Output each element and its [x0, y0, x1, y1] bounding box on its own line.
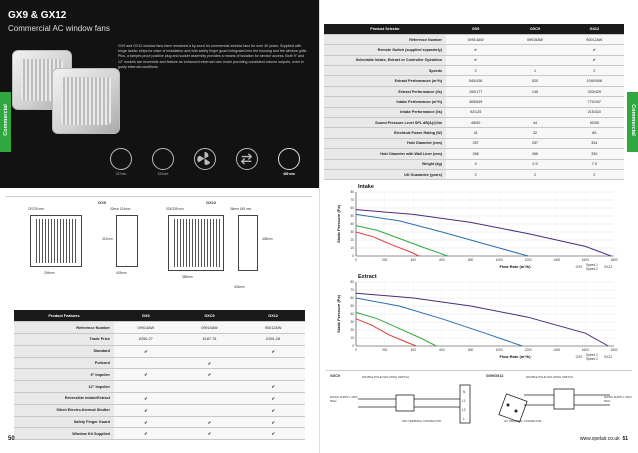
table-cell: [178, 404, 242, 416]
table-cell: 85: [565, 128, 624, 138]
table-row: [324, 149, 624, 159]
table-cell: 09915AW: [178, 322, 242, 334]
table-cell: [178, 393, 242, 405]
table-cell: 90012AW: [565, 34, 624, 44]
table-cell: 93/125: [446, 107, 505, 117]
page-number: 50: [8, 436, 15, 442]
diameter-324-icon: [152, 148, 174, 170]
website-link-text[interactable]: www.xpelair.co.uk: [579, 436, 620, 442]
x-tick-label: 600: [439, 258, 445, 262]
table-cell: 145: [505, 86, 564, 96]
x-tick-label: 0: [355, 258, 357, 262]
table-cell: 2: [565, 169, 624, 179]
table-cell: 334: [565, 138, 624, 148]
table-cell: [114, 357, 178, 369]
table-cell: [505, 45, 564, 55]
table-cell: [505, 107, 564, 117]
dimension-label: 32mm 124mm: [110, 207, 131, 211]
x-tick-label: 800: [468, 348, 474, 352]
row-label: Trade Price: [14, 334, 114, 346]
icon-label: 324mm: [157, 172, 169, 176]
table-row: [324, 86, 624, 96]
x-tick-label: 1400: [553, 348, 561, 352]
table-header-row: [14, 310, 305, 322]
wiring-terminal-label: GX TERMINAL CONNECTOR: [504, 419, 542, 423]
table-row: [14, 393, 305, 405]
table-cell: 2: [505, 169, 564, 179]
table-cell: [114, 381, 178, 393]
section-tab: [0, 92, 11, 152]
legend-label: GX9: [575, 265, 582, 269]
table-row: [324, 118, 624, 128]
table-cell: ✔: [114, 393, 178, 405]
fan-blade-icon: [194, 148, 216, 170]
table-cell: 48/50: [446, 118, 505, 128]
dimension-label: 257/28 mm: [28, 207, 44, 211]
table-cell: £391.28: [241, 334, 305, 346]
row-label: Remote Switch (supplied separately): [324, 45, 446, 55]
table-header-row: [324, 24, 624, 34]
hero-panel: [0, 0, 319, 188]
row-label: Safety Finger Guard: [14, 416, 114, 428]
x-axis-label: Flow Rate (m³/h): [499, 264, 531, 269]
x-tick-label: 1800: [610, 258, 618, 262]
table-row: [324, 128, 624, 138]
chart-title: Extract: [358, 274, 377, 280]
table-row: [14, 357, 305, 369]
table-row: [14, 322, 305, 334]
row-label: Hole Diameter with Wall Liner (mm): [324, 149, 446, 159]
table-row: [324, 107, 624, 117]
row-label: 9" Impeller: [14, 369, 114, 381]
reversible-icon: [236, 148, 258, 170]
table-cell: 2: [565, 66, 624, 76]
icon-label: 257mm: [115, 172, 127, 176]
wiring-title: GX9/GX12: [486, 374, 504, 378]
table-cell: [241, 357, 305, 369]
table-cell: 540/436: [446, 76, 505, 86]
table-cell: ✔: [114, 404, 178, 416]
x-tick-label: 400: [410, 258, 416, 262]
table-cell: ✔: [565, 55, 624, 65]
selector-header-space: [320, 0, 638, 22]
table-cell: 215/310: [565, 107, 624, 117]
gx12-side-view: [238, 215, 258, 271]
svg-text:L1: L1: [462, 399, 466, 403]
y-tick-label: 10: [350, 336, 354, 341]
y-tick-label: 0: [352, 344, 354, 349]
dimension-label: 403mm: [116, 271, 127, 275]
table-cell: ✔: [446, 55, 505, 65]
wiring-subtitle: DOUBLE POLE ISOLATING SWITCH: [362, 375, 410, 379]
column-header: GXC9: [505, 24, 564, 34]
column-header: GX12: [565, 24, 624, 34]
table-cell: ✔: [241, 428, 305, 440]
table-cell: 09914AW: [114, 322, 178, 334]
table-row: [14, 428, 305, 440]
diameter-257-icon: [110, 148, 132, 170]
table-cell: 32: [505, 128, 564, 138]
row-label: Reference Number: [14, 322, 114, 334]
table-row: [324, 138, 624, 148]
table-cell: ✔: [178, 369, 242, 381]
row-label: Electrical Power Rating (W): [324, 128, 446, 138]
row-label: Extract Performance (l/s): [324, 86, 446, 96]
x-tick-label: 1400: [553, 258, 561, 262]
intake-chart: [334, 188, 632, 272]
y-tick-label: 70: [350, 288, 354, 293]
column-header: GXC9: [178, 310, 242, 322]
y-tick-label: 60: [350, 206, 354, 211]
product-features-table: [14, 310, 305, 440]
x-tick-label: 1000: [495, 258, 503, 262]
table-cell: ✔: [565, 45, 624, 55]
legend-label: GX12: [604, 265, 613, 269]
table-cell: 257: [446, 138, 505, 148]
row-label: Reversible Intake/Extract: [14, 393, 114, 405]
table-cell: 150/177: [446, 86, 505, 96]
section-tab: [627, 92, 638, 152]
table-cell: ✔: [241, 404, 305, 416]
table-row: [14, 416, 305, 428]
table-row: [14, 381, 305, 393]
table-cell: 520: [505, 76, 564, 86]
table-row: [14, 334, 305, 346]
x-tick-label: 200: [382, 258, 388, 262]
y-tick-label: 10: [350, 246, 354, 251]
table-cell: 1090/546: [565, 76, 624, 86]
dimension-label: 408mm: [262, 237, 273, 241]
extract-chart: [334, 278, 632, 362]
table-cell: [505, 55, 564, 65]
dimension-label: 324/335 mm: [166, 207, 184, 211]
table-cell: 4: [446, 159, 505, 169]
table-row: [324, 169, 624, 179]
row-label: Weight (kg): [324, 159, 446, 169]
x-tick-label: 1200: [524, 348, 532, 352]
svg-text:L: L: [463, 417, 465, 421]
table-cell: ✔: [114, 428, 178, 440]
x-tick-label: 400: [410, 348, 416, 352]
table-row: [14, 345, 305, 357]
x-axis-label: Flow Rate (m³/h): [499, 354, 531, 359]
row-label: Speeds: [324, 66, 446, 76]
y-tick-label: 20: [350, 238, 354, 243]
icon-label: 400 mm: [283, 172, 295, 176]
row-label: UK Guarantee (years): [324, 169, 446, 179]
table-row: [324, 34, 624, 44]
row-label: Standard: [14, 345, 114, 357]
table-cell: 41: [446, 128, 505, 138]
table-cell: £187.76: [178, 334, 242, 346]
y-tick-label: 60: [350, 296, 354, 301]
legend-label: Speed 1: [586, 353, 598, 357]
row-label: Silent Electro-thermal Shutter: [14, 404, 114, 416]
diagram-title: GX12: [206, 200, 217, 205]
wiring-terminal-label: FAN TERMINAL CONNECTOR: [402, 419, 441, 423]
y-tick-label: 70: [350, 198, 354, 203]
y-tick-label: 40: [350, 222, 354, 227]
table-cell: ✔: [241, 381, 305, 393]
table-cell: 266: [505, 149, 564, 159]
dimension-label: 312mm: [102, 237, 113, 241]
legend-label: GX9: [575, 355, 582, 359]
table-cell: 90012AW: [241, 322, 305, 334]
y-tick-label: 40: [350, 312, 354, 317]
x-tick-label: 1000: [495, 348, 503, 352]
table-row: [324, 159, 624, 169]
table-cell: 09915AW: [505, 34, 564, 44]
wiring-supply-label: MAINS SUPPLY 230V 50Hz: [330, 395, 358, 403]
table-cell: [178, 381, 242, 393]
table-cell: 770/197: [565, 97, 624, 107]
legend-label: Speed 2: [586, 267, 598, 271]
row-label: Hole Diameter (mm): [324, 138, 446, 148]
series-line: [356, 312, 436, 346]
table-cell: 09914AW: [446, 34, 505, 44]
row-label: Sound Pressure Level SPL dB(A)@3m: [324, 118, 446, 128]
table-row: [324, 55, 624, 65]
website-link[interactable]: [580, 436, 628, 442]
dimension-label: 36mm 168 mm: [230, 207, 252, 211]
gx12-front-view: [168, 215, 224, 271]
page-subtitle: Commercial AC window fans: [8, 24, 110, 33]
table-cell: ✔: [241, 345, 305, 357]
y-tick-label: 0: [352, 254, 354, 259]
table-cell: 266: [446, 149, 505, 159]
row-label: Intake Performance (m³/h): [324, 97, 446, 107]
table-cell: ✔: [446, 45, 505, 55]
gx9-front-view: [30, 215, 82, 267]
table-cell: ✔: [178, 428, 242, 440]
section-tab-label: Commercial: [630, 104, 636, 136]
table-cell: 7.9: [565, 159, 624, 169]
table-cell: ✔: [114, 345, 178, 357]
column-header: GX12: [241, 310, 305, 322]
feature-icon-row: [96, 148, 312, 178]
table-cell: ✔: [178, 357, 242, 369]
table-row: [324, 76, 624, 86]
table-row: [324, 45, 624, 55]
row-label: 12" Impeller: [14, 381, 114, 393]
table-cell: 257: [505, 138, 564, 148]
dimension-label: 385mm: [182, 275, 193, 279]
row-label: Reference Number: [324, 34, 446, 44]
chart-title: Intake: [358, 184, 374, 190]
wiring-supply-label: MAINS SUPPLY 230V 50Hz: [604, 395, 632, 403]
y-tick-label: 50: [350, 304, 354, 309]
x-tick-label: 0: [355, 348, 357, 352]
table-row: [324, 66, 624, 76]
table-cell: 50/55: [565, 118, 624, 128]
table-row: [324, 97, 624, 107]
row-label: Intake Performance (l/s): [324, 107, 446, 117]
table-cell: ✔: [114, 416, 178, 428]
y-axis-label: Static Pressure (Pa): [336, 295, 341, 333]
x-tick-label: 200: [382, 348, 388, 352]
table-cell: [505, 97, 564, 107]
x-tick-label: 1600: [581, 348, 589, 352]
section-tab-label: Commercial: [3, 104, 9, 136]
product-description: GX9 and GX12 window fans have remained a by-word for commercial window fans for over 40 years. Supplied with hinge ladder strips for ease of installation and with safety finger guard integrated into the housing and the window grille. Plus, a tamper-proof positive plug and socket assembly provides a means of isolation for service access. Both 9" and 12" models are reversible and feature an enhanced external rotor motor providing consistent volume outputs, even in gusty external conditions.: [118, 44, 308, 69]
y-tick-label: 30: [350, 230, 354, 235]
column-header: GX9: [446, 24, 505, 34]
legend-label: Speed 2: [586, 357, 598, 361]
dimension-label: 294mm: [44, 271, 55, 275]
row-label: Extract Performance (m³/h): [324, 76, 446, 86]
x-tick-label: 1800: [610, 348, 618, 352]
page-number: 51: [622, 436, 628, 442]
y-tick-label: 50: [350, 214, 354, 219]
table-row: [14, 369, 305, 381]
diagram-title: GX9: [98, 200, 107, 205]
product-selector-table: [324, 24, 624, 180]
table-cell: £250.27: [114, 334, 178, 346]
y-tick-label: 80: [350, 190, 354, 195]
legend-label: Speed 1: [586, 263, 598, 267]
series-line: [356, 210, 611, 256]
y-tick-label: 80: [350, 280, 354, 285]
wiring-title: GXC9: [330, 374, 340, 378]
dimension-diagrams: [6, 196, 312, 300]
legend-label: GX12: [604, 355, 613, 359]
table-cell: ✔: [114, 369, 178, 381]
table-cell: [178, 345, 242, 357]
table-cell: 2: [446, 169, 505, 179]
table-cell: 2: [446, 66, 505, 76]
gx9-side-view: [116, 215, 138, 267]
table-cell: 330: [565, 149, 624, 159]
y-axis-label: Static Pressure (Pa): [336, 205, 341, 243]
column-header: Product Features: [14, 310, 114, 322]
x-tick-label: 600: [439, 348, 445, 352]
row-label: Window Kit Supplied: [14, 428, 114, 440]
dimension-label: 403mm: [234, 285, 245, 289]
table-cell: ✔: [241, 416, 305, 428]
row-label: Pullcord: [14, 357, 114, 369]
table-row: [14, 404, 305, 416]
y-tick-label: 20: [350, 328, 354, 333]
right-page: [319, 0, 638, 453]
table-cell: ✔: [241, 393, 305, 405]
column-header: GX9: [114, 310, 178, 322]
x-tick-label: 1600: [581, 258, 589, 262]
x-tick-label: 800: [468, 258, 474, 262]
fan-product-image: [52, 68, 120, 134]
table-cell: 1: [505, 66, 564, 76]
table-cell: 44: [505, 118, 564, 128]
mounting-icon: [278, 148, 300, 170]
svg-text:L2: L2: [462, 408, 466, 412]
table-cell: 405/649: [446, 97, 505, 107]
y-tick-label: 30: [350, 320, 354, 325]
column-header: Product Selector: [324, 24, 446, 34]
wiring-diagrams: [326, 370, 632, 432]
table-cell: 303/429: [565, 86, 624, 96]
row-label: Selectable Intake, Extract or Controller Operation: [324, 55, 446, 65]
table-cell: 2.9: [505, 159, 564, 169]
table-cell: [241, 369, 305, 381]
series-line: [356, 232, 419, 256]
svg-text:N: N: [463, 390, 466, 394]
table-cell: ✔: [178, 416, 242, 428]
x-tick-label: 1200: [524, 258, 532, 262]
wiring-subtitle: DOUBLE POLE ISOLATING SWITCH: [526, 375, 574, 379]
page-title: GX9 & GX12: [8, 10, 67, 21]
